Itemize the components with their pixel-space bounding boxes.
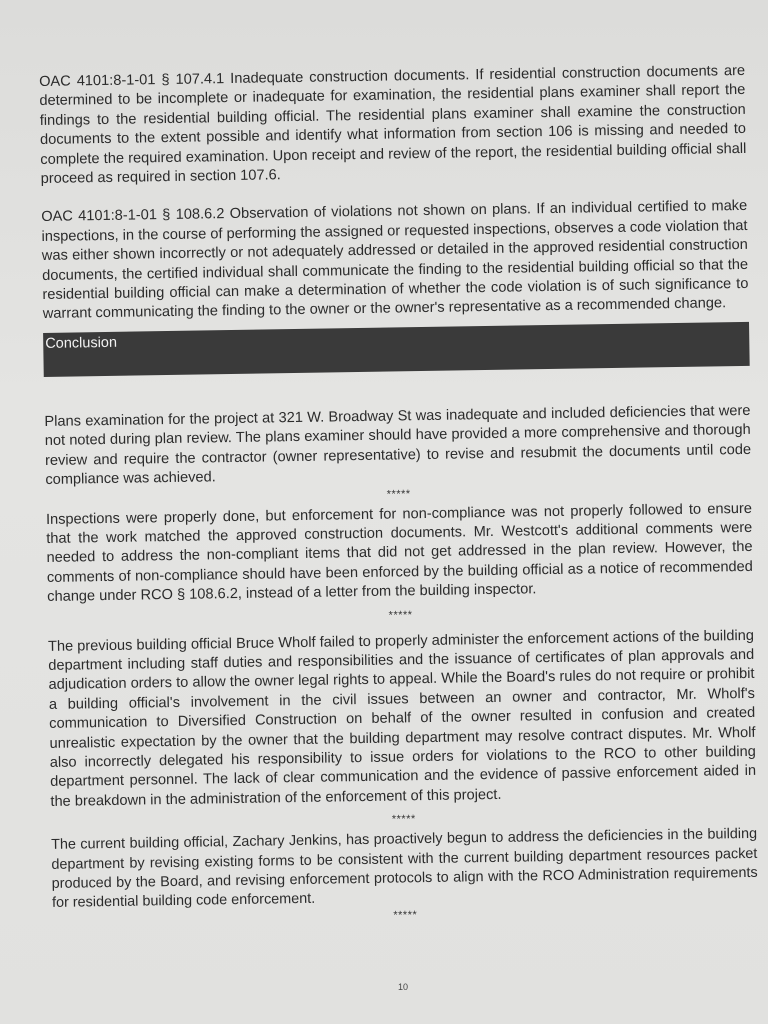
oac-107-4-1-paragraph: OAC 4101:8-1-01 § 107.4.1 Inadequate construction documents. If residential construction documents are determined to be incomplete or inadequate for examination, the residential plans examiner shall report the findings to the residential building official. The residential plans examiner shall examine the construction documents to the extent possible and identify what information from section 106 is missing and needed to complete the required examination. Upon receipt and review of the report, the residential building official shall proceed as required in section 107.6. <box>39 62 747 188</box>
conclusion-banner <box>43 322 750 377</box>
separator-stars: ***** <box>391 813 416 826</box>
conclusion-paragraph-plans: Plans examination for the project at 321 W. Broadway St was inadequate and included deficiencies that were not noted during plan review. The plans examiner should have provided a more comprehensive and thorough review and require the contractor (owner representative) to revise and resubmit the documents until code compliance was achieved. <box>44 402 752 489</box>
separator-stars: ***** <box>393 908 418 922</box>
page-number: 10 <box>398 982 409 992</box>
separator-stars: ***** <box>388 608 413 622</box>
conclusion-paragraph-current-official: The current building official, Zachary Jenkins, has proactively begun to address the deficiencies in the building department by revising existing forms to be consistent with the current building department resources packet produced by the Board, and revising enforcement protocols to align with the RCO Administration requirements for residential building code enforcement. <box>51 826 758 912</box>
separator-stars: ***** <box>386 487 411 501</box>
page-content <box>39 62 758 928</box>
conclusion-paragraph-inspections: Inspections were properly done, but enforcement for non-compliance was not properly followed to ensure that the work matched the approved construction documents. Mr. Westcott's additional comments were needed to address the non-compliant items that did not get addressed in the plan review. However, the comments of non-compliance should have been enforced by the building official as a notice of recommended change under RCO § 108.6.2, instead of a letter from the building inspector. <box>45 500 753 606</box>
conclusion-heading: Conclusion <box>45 334 118 352</box>
oac-108-6-2-paragraph: OAC 4101:8-1-01 § 108.6.2 Observation of violations not shown on plans. If an individual certified to make inspections, in the course of performing the assigned or requested inspections, observes a code violation that was either shown incorrectly or not adequately addressed or detailed in the approved residential construction documents, the certified individual shall communicate the finding to the residential building official so that the residential building official can make a determination of whether the code violation is of such significance to warrant communicating the finding to the owner or the owner's representative as a recommended change. <box>41 198 749 323</box>
conclusion-paragraph-previous-official: The previous building official Bruce Wholf failed to properly administer the enforcement actions of the building department including staff duties and responsibilities and the issuance of certificates of plan approvals and adjudication orders to allow the owner legal rights to appeal. While the Board's rules do not require or prohibit a building official's involvement in the civil issues between an owner and contractor, Mr. Wholf's communication to Diversified Construction on behalf of the owner resulted in confusion and created unrealistic expectation by the owner that the building department may resolve contract disputes. Mr. Wholf also incorrectly delegated his responsibility to issue orders for violations to the RCO to other building department personnel. The lack of clear communication and the evidence of passive enforcement aided in the breakdown in the administration of the enforcement of this project. <box>47 627 757 810</box>
